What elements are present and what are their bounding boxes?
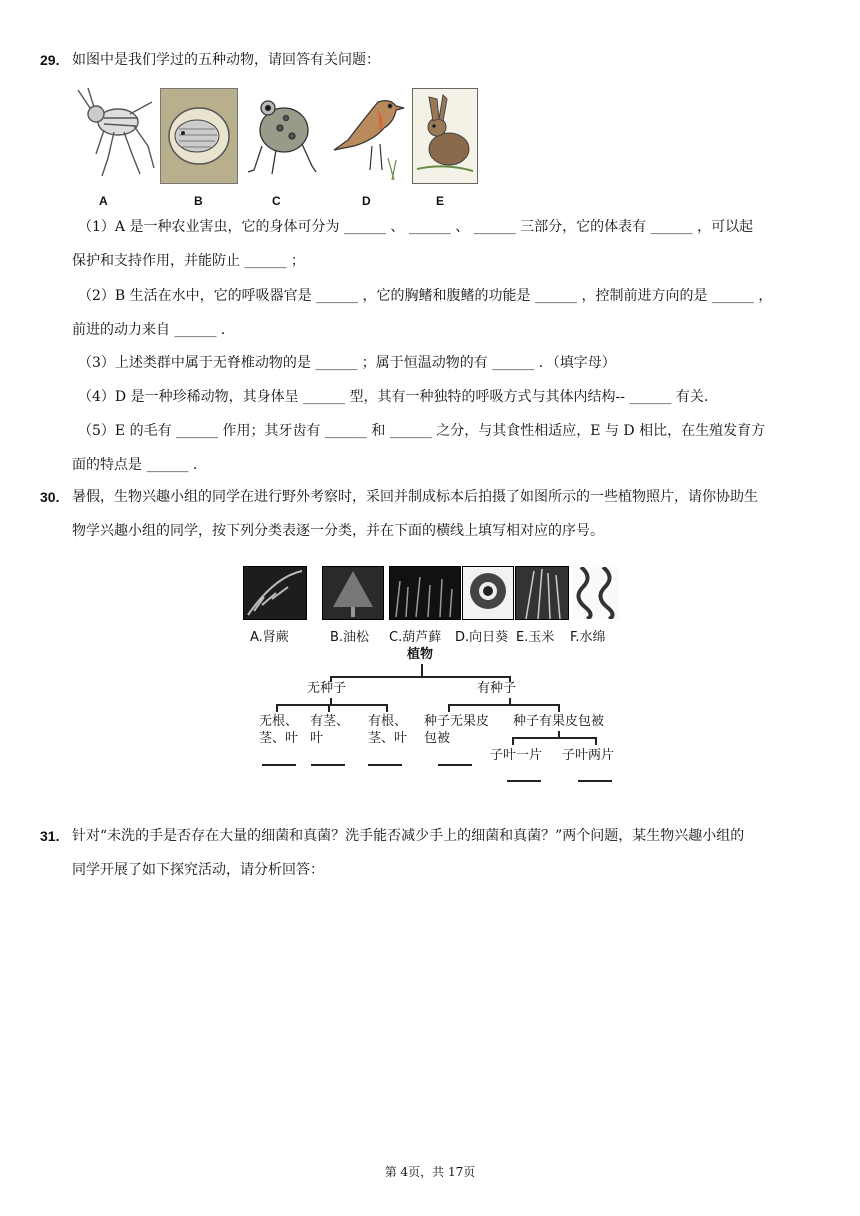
animal-label-b: B	[194, 194, 203, 208]
frog-image	[246, 88, 318, 182]
plant-label-c: C.葫芦藓	[389, 630, 442, 645]
tree-line	[512, 737, 514, 745]
answer-blank[interactable]	[507, 780, 541, 782]
tree-seed-no-pericarp: 种子无果皮 包被	[424, 714, 490, 746]
q29-line-6: （4）D 是一种珍稀动物，其身体呈 ______ 型，其有一种独特的呼吸方式与其体内结构-- ______ 有关.	[78, 389, 709, 405]
tree-has-stems-leaves: 有茎、 叶	[310, 714, 350, 746]
tree-line	[448, 704, 560, 706]
animal-label-d: D	[362, 194, 371, 208]
moss-photo	[389, 566, 461, 620]
tree-line	[386, 704, 388, 712]
tree-has-roots-stems-leaves: 有根、 茎、叶	[368, 714, 408, 746]
bird-image	[330, 88, 408, 182]
tree-line	[328, 704, 330, 712]
tree-line	[276, 704, 388, 706]
page-footer: 第 4页，共 17页	[384, 1165, 476, 1179]
q31-line-1: 针对“未洗的手是否存在大量的细菌和真菌？洗手能否减少手上的细菌和真菌？”两个问题，某生物兴趣小组的	[72, 828, 745, 844]
answer-blank[interactable]	[438, 764, 472, 766]
animal-label-c: C	[272, 194, 281, 208]
fern-photo	[243, 566, 307, 620]
answer-blank[interactable]	[311, 764, 345, 766]
corn-photo	[515, 566, 569, 620]
q29-line-4: 前进的动力来自 ______ ．	[72, 322, 235, 338]
tree-seed-with-pericarp: 种子有果皮包被	[513, 714, 605, 729]
q29-line-7: （5）E 的毛有 ______ 作用；其牙齿有 ______ 和 ______ 之分，与其食性相适应，E 与 D 相比，在生殖发育方	[78, 423, 766, 439]
rabbit-image	[412, 88, 478, 184]
plant-label-f: F.水绵	[570, 630, 606, 645]
plant-label-e: E.玉米	[516, 630, 555, 645]
question-30-number: 30.	[40, 489, 60, 505]
question-29-prompt: 如图中是我们学过的五种动物，请回答有关问题：	[72, 52, 380, 68]
q29-line-1: （1）A 是一种农业害虫，它的身体可分为 ______ 、 ______ 、 ______ 三部分，它的体表有 ______ ，可以起	[78, 219, 754, 235]
tree-line	[448, 704, 450, 712]
pine-photo	[322, 566, 384, 620]
q30-line-1: 暑假，生物兴趣小组的同学在进行野外考察时，采回并制成标本后拍摄了如图所示的一些植物照片，请你协助生	[72, 489, 758, 505]
q29-line-2: 保护和支持作用，并能防止 ______ ；	[72, 253, 305, 269]
q29-line-5: （3）上述类群中属于无脊椎动物的是 ______ ；属于恒温动物的有 ______ ．（填字母）	[78, 355, 616, 371]
sunflower-photo	[462, 566, 514, 620]
answer-blank[interactable]	[368, 764, 402, 766]
plant-label-d: D.向日葵	[455, 630, 509, 645]
tree-line	[330, 676, 510, 678]
tree-line	[421, 664, 423, 676]
answer-blank[interactable]	[262, 764, 296, 766]
grasshopper-image	[74, 88, 156, 182]
question-31-number: 31.	[40, 828, 60, 844]
plant-label-b: B.油松	[330, 630, 370, 645]
tree-no-roots-stems-leaves: 无根、 茎、叶	[259, 714, 299, 746]
animal-label-e: E	[436, 194, 445, 208]
tree-two-cotyledons: 子叶两片	[562, 748, 615, 763]
plant-label-a: A.肾蕨	[250, 630, 289, 645]
tree-line	[558, 704, 560, 712]
tree-line	[276, 704, 278, 712]
tree-one-cotyledon: 子叶一片	[490, 748, 543, 763]
q31-line-2: 同学开展了如下探究活动，请分析回答：	[72, 862, 324, 878]
tree-line	[595, 737, 597, 745]
spirogyra-photo	[572, 566, 620, 620]
q29-line-8: 面的特点是 ______ .	[72, 457, 198, 473]
tree-line	[512, 737, 596, 739]
tree-no-seed: 无种子	[307, 681, 347, 696]
tree-with-seed: 有种子	[477, 681, 517, 696]
q29-line-3: （2）B 生活在水中，它的呼吸器官是 ______ ，它的胸鳍和腹鳍的功能是 ______ ，控制前进方向的是 ______ ，	[78, 288, 773, 304]
fish-image	[160, 88, 238, 184]
animal-label-a: A	[99, 194, 108, 208]
q30-line-2: 物学兴趣小组的同学，按下列分类表逐一分类，并在下面的横线上填写相对应的序号。	[72, 523, 604, 539]
answer-blank[interactable]	[578, 780, 612, 782]
question-29-number: 29.	[40, 52, 60, 68]
tree-root: 植物	[407, 647, 434, 662]
